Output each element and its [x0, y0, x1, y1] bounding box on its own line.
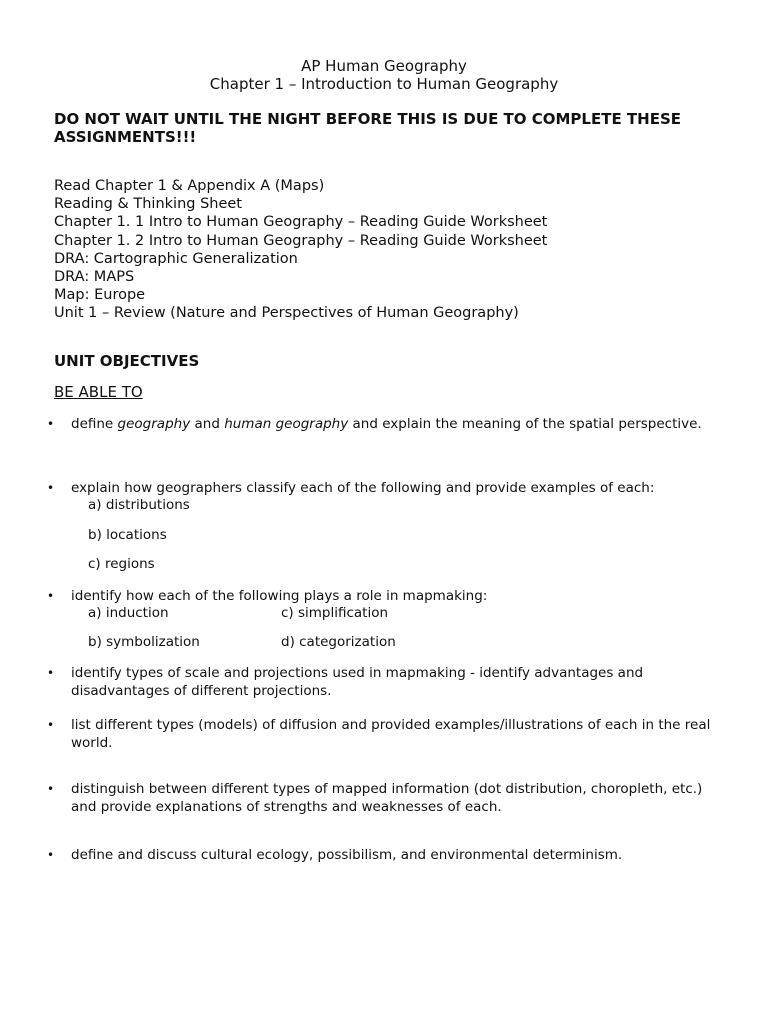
assignment-item: Read Chapter 1 & Appendix A (Maps) [54, 178, 325, 194]
sub-item: d) categorization [281, 634, 396, 650]
assignment-item: Reading & Thinking Sheet [54, 196, 242, 213]
sub-item: c) regions [88, 556, 155, 572]
bullet-icon: • [47, 481, 55, 495]
assignment-item: Map: Europe [54, 287, 146, 304]
objective-text: identify types of scale and projections used in mapmaking - identify advantages and disadvantages of different projections. [71, 665, 644, 699]
bullet-icon: • [47, 848, 55, 862]
be-able-to-subheading: BE ABLE TO [54, 383, 143, 401]
assignment-item: DRA: Cartographic Generalization [54, 250, 298, 267]
emphasis-term: human geography [224, 416, 349, 432]
assignment-item: Chapter 1. 1 Intro to Human Geography – Reading Guide Worksheet [54, 214, 548, 231]
objective-text-part: define [71, 416, 118, 432]
bullet-icon: • [47, 417, 55, 431]
assignment-item: DRA: MAPS [54, 269, 135, 286]
bullet-icon: • [47, 718, 55, 732]
objective-text-part: and [190, 416, 225, 432]
bullet-icon: • [47, 782, 55, 796]
objective-text [71, 416, 711, 434]
objective-text: define and discuss cultural ecology, possibilism, and environmental determinism. [71, 847, 623, 863]
bullet-icon: • [47, 589, 55, 603]
assignment-item: Unit 1 – Review (Nature and Perspectives of Human Geography) [54, 305, 519, 322]
emphasis-term: geography [117, 416, 191, 432]
deadline-warning: DO NOT WAIT UNTIL THE NIGHT BEFORE THIS IS DUE TO COMPLETE THESE ASSIGNMENTS!!! [54, 110, 682, 146]
sub-item: b) symbolization [88, 634, 200, 650]
document-subtitle: Chapter 1 – Introduction to Human Geography [209, 75, 559, 93]
objective-text: distinguish between different types of mapped information (dot distribution, choropleth, etc.) and provide explanations of strengths and weaknesses of each. [71, 781, 703, 815]
objectives-heading: UNIT OBJECTIVES [54, 352, 200, 370]
document-title: AP Human Geography [301, 57, 467, 75]
objective-text: identify how each of the following plays a role in mapmaking: [71, 588, 488, 604]
assignment-list [54, 177, 547, 323]
bullet-icon: • [47, 666, 55, 680]
objective-text-part: and explain the meaning of the spatial perspective. [348, 416, 702, 432]
sub-item: a) induction [88, 605, 169, 621]
sub-item: c) simplification [281, 605, 389, 621]
objective-text: explain how geographers classify each of the following and provide examples of each: [71, 480, 655, 496]
assignment-item: Chapter 1. 2 Intro to Human Geography – Reading Guide Worksheet [54, 232, 548, 249]
objective-text: list different types (models) of diffusion and provided examples/illustrations of each in the real world. [71, 717, 711, 751]
sub-item: a) distributions [88, 497, 190, 513]
sub-item: b) locations [88, 527, 167, 543]
